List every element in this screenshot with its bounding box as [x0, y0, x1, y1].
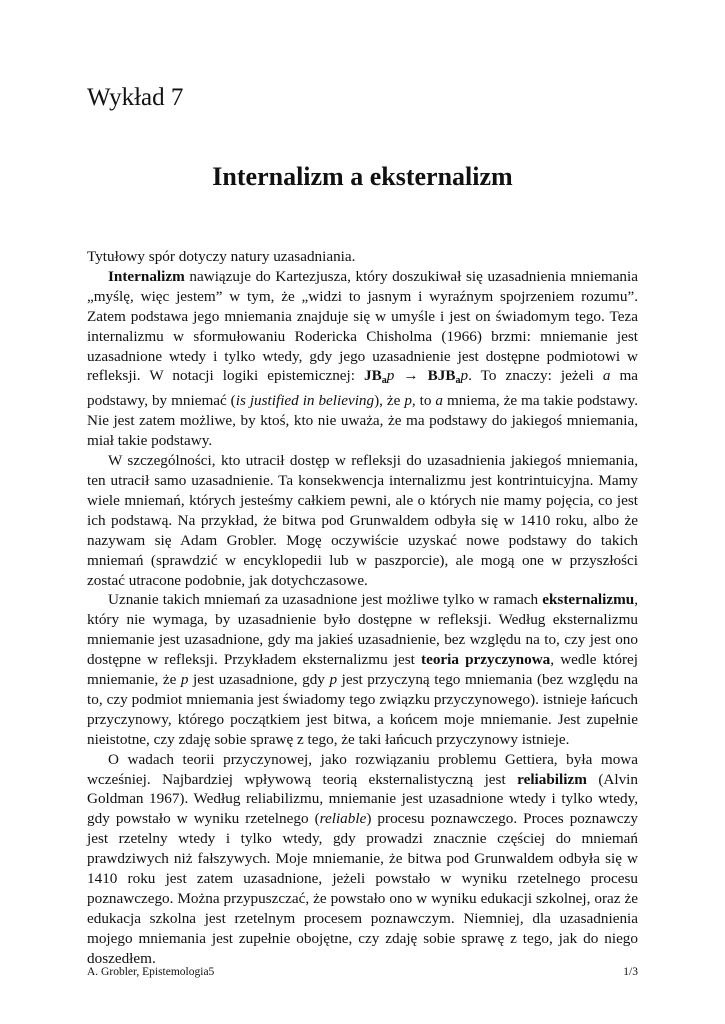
term-causal-theory: teoria przyczynowa: [421, 651, 551, 669]
var-p: p: [404, 392, 412, 410]
var-a: a: [435, 392, 444, 410]
formula-left: [364, 367, 387, 387]
subscript: a: [381, 375, 387, 387]
formula-op: BJB: [427, 367, 456, 385]
text-span: O wadach teorii przyczynowej, jako rozwiązaniu problemu Gettiera, była mowa wcześniej. Najbardziej wpływową teorią eksternalistyczną jest: [87, 750, 638, 788]
formula-var: p: [386, 367, 395, 385]
formula-right: [427, 367, 461, 387]
text-span: ), że: [374, 392, 405, 410]
page-footer: [87, 966, 638, 978]
formula-arrow: →: [394, 367, 428, 385]
text-span: , który nie wymaga, by uzasadnienie było dostępne w refleksji. Według eksternalizmu mniemanie jest uzasadnione, gdy ma jakieś uzasadnienie, bez względu na to, czy jest ono dostępne w refleksji. Przykładem eksternalizmu jest: [87, 591, 638, 669]
externalism-paragraph: [87, 590, 638, 749]
subscript: a: [455, 375, 461, 387]
intro-paragraph: Tytułowy spór dotyczy natury uzasadniania.: [87, 248, 356, 265]
text-span: Uznanie takich mniemań za uzasadnione jest możliwe tylko w ramach: [108, 591, 543, 609]
text-span: ) procesu poznawczego. Proces poznawczy jest rzetelny wtedy i tylko wtedy, gdy prowadzi znacznie częściej do mniemań prawdziwych niż fałszywych. Moje mniemanie, że bitwa pod Grunwaldem odbyła się w 1410 roku jest zatem uzasadnione, jeżeli powstało w wyniku rzetelnego procesu poznawczego. Można przypuszczać, że powstało ono w wyniku edukacji szkolnej, oraz że edukacja szkolna jest rzetelnym procesem poznawczym. Niemniej, dla uzasadnienia mojego mniemania jest zupełnie obojętne, czy zdaję sobie sprawę z tego, jak do niego doszedłem.: [87, 810, 638, 967]
term-internalism: Internalizm: [108, 267, 185, 285]
document-body: [87, 247, 638, 969]
internalism-paragraph: [87, 267, 638, 451]
text-span: ma podstawy, by mniemać (: [87, 367, 638, 410]
var-p: p: [329, 671, 338, 689]
english-phrase: is justified in believing: [235, 392, 375, 410]
formula-op: JB: [364, 367, 382, 385]
text-span: jest przyczyną tego mniemania (bez względu na to, czy podmiot mniemania jest świadomy tego związku przyczynowego). istnieje łańcuch przyczynowy, którego początkiem jest bitwa, a końcem moje mniemanie. Jest zupełnie nieistotne, czy zdaję sobie sprawę z tego, że taki łańcuch przyczynowy istnieje.: [87, 671, 639, 748]
reliabilism-paragraph: [87, 750, 638, 969]
var-p: p: [180, 671, 189, 689]
text-span: , to: [411, 392, 436, 410]
page-title: Internalizm a eksternalizm: [212, 162, 513, 191]
term-reliabilism: reliabilizm: [517, 770, 587, 788]
text-span: nawiązuje do Kartezjusza, który doszukiwał się uzasadnienia mniemania „myślę, więc jestem” w tym, że „widzi to jasnym i wyraźnym spojrzeniem rozumu”. Zatem podstawa jego mniemania znajduje się w umyśle i jest on świadomym tego. Teza internalizmu w sformułowaniu Rodericka Chisholma (1966) brzmi: mniemanie jest uzasadnione wtedy i tylko wtedy, gdy jego uzasadnienie jest dostępne podmiotowi w refleksji. W notacji logiki epistemicznej:: [87, 267, 638, 385]
consequence-paragraph: W szczególności, kto utracił dostęp w refleksji do uzasadnienia jakiegoś mniemania, ten utracił samo uzasadnienie. Ta konsekwencja internalizmu jest kontrintuicyjna. Mamy wiele mniemań, których jesteśmy całkiem pewni, ale o których nie mamy pojęcia, co jest ich podstawą. Na przykład, że bitwa pod Grunwaldem odbyła się w 1410 roku, albo że nazywam się Adam Grobler. Mogę oczywiście uzyskać nowe podstawy do takich mniemań (sprawdzić w encyklopedii lub w paszporcie), ale mogą one w przyszłości zostać utracone podobnie, jak dotychczasowe.: [87, 452, 638, 589]
page-number: 1/3: [623, 966, 638, 978]
lecture-number: Wykład 7: [87, 84, 184, 111]
formula-var: p: [460, 367, 469, 385]
var-a: a: [602, 367, 611, 385]
term-externalism: eksternalizmu: [542, 591, 635, 609]
footer-author: A. Grobler, Epistemologia5: [87, 966, 215, 978]
text-span: jest uzasadnione, gdy: [188, 671, 330, 689]
text-span: . To znaczy: jeżeli: [468, 367, 603, 385]
text-span: mniema, że ma takie podstawy. Nie jest zatem możliwe, by ktoś, kto nie uważa, że ma podstawy do jakiegoś mniemania, miał takie podstawy.: [87, 392, 638, 450]
text-span: , wedle której mniemanie, że: [87, 651, 638, 689]
text-span: (Alvin Goldman 1967). Według reliabilizmu, mniemanie jest uzasadnione wtedy i tylko wtedy, gdy powstało w wyniku rzetelnego (: [87, 770, 638, 828]
english-phrase: reliable: [319, 810, 367, 828]
